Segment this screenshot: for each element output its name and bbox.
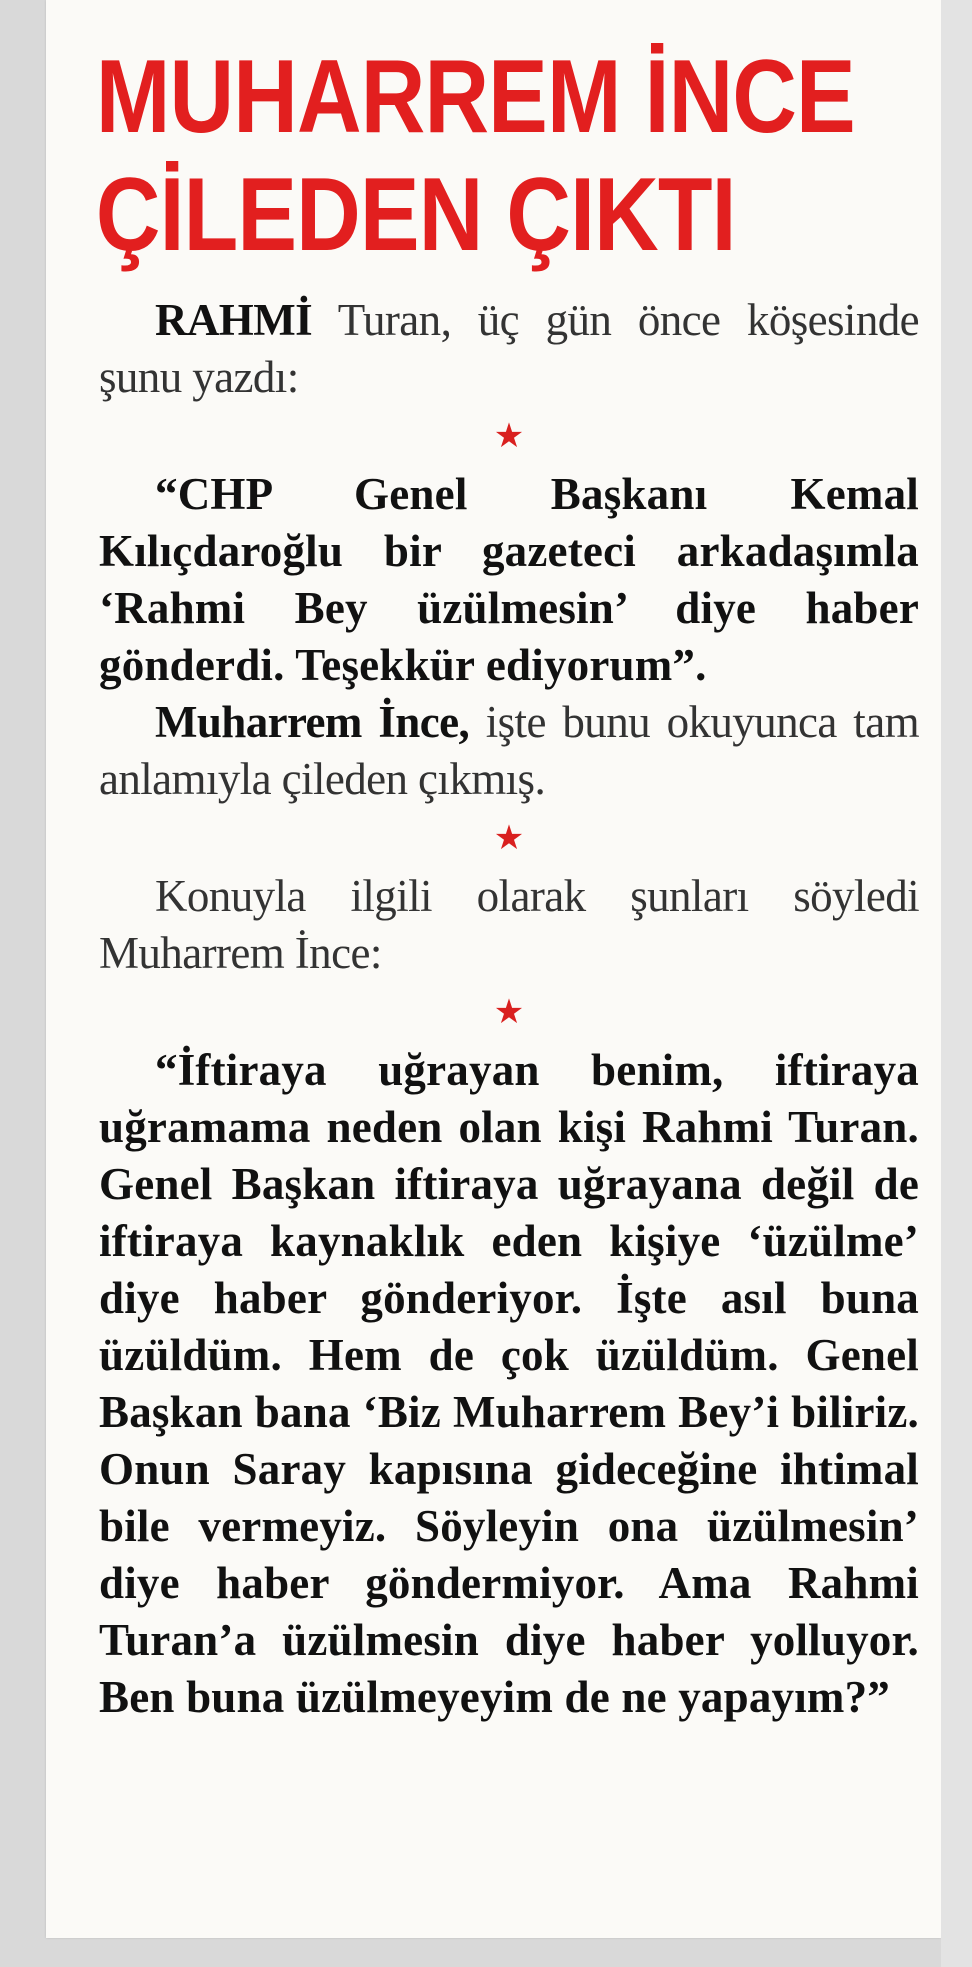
star-icon: ★ [493, 416, 525, 456]
intro-lead: RAHMİ [155, 295, 312, 345]
headline-line-1: MUHARREM İNCE [95, 39, 855, 155]
article-body [99, 292, 919, 1726]
paragraph-reaction [99, 694, 919, 808]
page-edge [941, 0, 972, 1967]
star-icon: ★ [493, 992, 525, 1032]
star-icon: ★ [493, 818, 525, 858]
paragraph-quote-2: “İftiraya uğrayan benim, iftiraya uğramama neden olan kişi Rahmi Turan. Genel Başkan iftiraya uğrayana değil de iftiraya kaynaklık eden kişiye ‘üzülme’ diye haber gönderiyor. İşte asıl buna üzüldüm. Hem de çok üzüldüm. Genel Başkan bana ‘Biz Muharrem Bey’i biliriz. Onun Saray kapısına gideceğine ihtimal bile vermeyiz. Söyleyin ona üzülmesin’ diye haber göndermiyor. Ama Rahmi Turan’a üzülmesin diye haber yolluyor. Ben buna üzülmeyeyim de ne yapayım?” [99, 1045, 919, 1722]
paragraph-intro [99, 292, 919, 406]
newspaper-clipping [46, 0, 941, 1938]
reaction-lead: Muharrem İnce, [155, 697, 470, 747]
headline [46, 0, 855, 274]
reaction-text: işte bunu okuyunca tam anlamıyla çileden çıkmış. [99, 697, 919, 804]
headline-line-2: ÇİLEDEN ÇIKTI [95, 157, 736, 273]
paragraph-statement-intro: Konuyla ilgili olarak şunları söyledi Muharrem İnce: [99, 871, 919, 978]
paragraph-quote-1: “CHP Genel Başkanı Kemal Kılıçdaroğlu bir gazeteci arkadaşımla ‘Rahmi Bey üzülmesin’ diye haber gönderdi. Teşekkür ediyorum”. [99, 469, 919, 690]
intro-text: Turan, üç gün önce köşesinde şunu yazdı: [99, 295, 919, 402]
